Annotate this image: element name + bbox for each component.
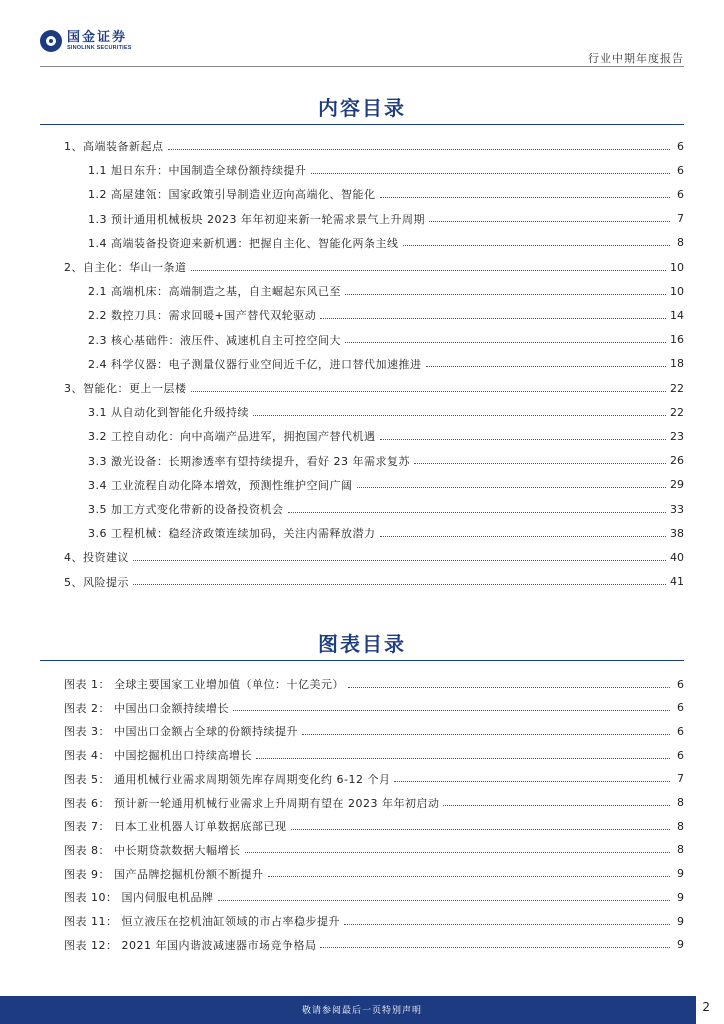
figure-entry[interactable] (64, 888, 684, 906)
contents-title: 内容目录 (318, 96, 406, 120)
toc-entry[interactable] (88, 500, 684, 518)
toc-entry-page: 16 (670, 333, 684, 347)
figure-entry[interactable] (64, 912, 684, 930)
toc-entry-title: 2.4 科学仪器：电子测量仪器行业空间近千亿，进口替代加速推进 (88, 357, 422, 371)
toc-entry-title: 5、风险提示 (64, 575, 129, 589)
toc-entry[interactable] (88, 524, 684, 542)
toc-entry[interactable] (88, 185, 684, 203)
toc-entry[interactable] (88, 210, 684, 228)
toc-entry-page: 23 (670, 429, 684, 443)
leader-dots (253, 415, 666, 416)
figure-entry-page: 6 (677, 724, 684, 738)
leader-dots (348, 687, 670, 688)
toc-entry-title: 3.2 工控自动化：向中高端产品进军，拥抱国产替代机遇 (88, 430, 376, 444)
logo-english-name: SINOLINK SECURITIES (67, 44, 132, 51)
leader-dots (320, 318, 666, 319)
leader-dots (345, 294, 666, 295)
toc-entry-title: 3.6 工程机械：稳经济政策连续加码，关注内需释放潜力 (88, 527, 376, 541)
footer-disclaimer: 敬请参阅最后一页特别声明 (301, 1006, 422, 1016)
figure-entry-page: 8 (677, 819, 684, 833)
figure-entry-title: 图表 7： 日本工业机器人订单数据底部已现 (64, 820, 287, 834)
toc-entry-title: 3.5 加工方式变化带新的设备投资机会 (88, 503, 284, 516)
toc-entry[interactable] (88, 355, 684, 373)
toc-entry[interactable] (88, 306, 684, 324)
toc-entry-title: 3.4 工业流程自动化降本增效，预测性维护空间广阔 (88, 478, 353, 492)
figure-entry[interactable] (64, 865, 684, 883)
figure-entry-title: 图表 5： 通用机械行业需求周期领先库存周期变化约 6-12 个月 (64, 772, 391, 786)
logo-emblem-icon (40, 30, 62, 52)
toc-entry-title: 2.1 高端机床：高端制造之基，自主崛起东风已至 (88, 285, 341, 299)
figure-entry-title: 图表 9： 国产品牌挖掘机份额不断提升 (64, 867, 264, 881)
figure-entry-page: 9 (677, 914, 684, 928)
leader-dots (133, 584, 666, 585)
contents-title-underline (40, 124, 684, 125)
toc-entry-title: 3、智能化：更上一层楼 (64, 382, 187, 395)
leader-dots (168, 149, 671, 150)
figure-entry[interactable] (64, 770, 684, 788)
leader-dots (426, 366, 667, 367)
figure-entry-page: 9 (677, 890, 684, 904)
toc-entry[interactable] (64, 548, 684, 566)
toc-entry-page: 8 (677, 236, 684, 250)
toc-entry[interactable] (64, 137, 684, 155)
leader-dots (403, 245, 671, 246)
figure-entry[interactable] (64, 817, 684, 835)
toc-entry-page: 26 (670, 454, 684, 468)
leader-dots (268, 876, 671, 877)
figure-entry-page: 6 (677, 701, 684, 715)
leader-dots (256, 758, 670, 759)
figure-entry-title: 图表 12： 2021 年国内谐波减速器市场竞争格局 (64, 938, 317, 952)
toc-entry-page: 18 (670, 357, 684, 371)
toc-entry[interactable] (88, 403, 684, 421)
figure-entry-title: 图表 3： 中国出口金额占全球的份额持续提升 (64, 725, 298, 739)
figures-title-underline (40, 660, 684, 661)
toc-entry[interactable] (88, 427, 684, 445)
leader-dots (380, 197, 671, 198)
toc-entry-title: 1.2 高屋建瓴：国家政策引导制造业迈向高端化、智能化 (88, 188, 376, 202)
figure-entry-title: 图表 11： 恒立液压在挖机油缸领域的市占率稳步提升 (64, 915, 340, 928)
page-header (0, 0, 724, 66)
leader-dots (288, 512, 667, 513)
leader-dots (344, 924, 670, 925)
figure-entry[interactable] (64, 746, 684, 764)
leader-dots (320, 947, 670, 948)
leader-dots (443, 805, 670, 806)
toc-entry-title: 3.1 从自动化到智能化升级持续 (88, 406, 249, 420)
leader-dots (218, 900, 671, 901)
toc-entry-title: 2、自主化：华山一条道 (64, 261, 187, 274)
company-logo (40, 30, 132, 52)
leader-dots (133, 560, 666, 561)
toc-entry-page: 10 (670, 260, 684, 274)
figure-entry-page: 7 (677, 772, 684, 786)
leader-dots (233, 710, 670, 711)
figure-entry[interactable] (64, 699, 684, 717)
toc-entry-page: 10 (670, 284, 684, 298)
leader-dots (345, 342, 666, 343)
toc-entry-page: 40 (670, 550, 684, 564)
figure-entry-page: 9 (677, 938, 684, 952)
toc-entry[interactable] (88, 331, 684, 349)
page-number: 2 (702, 1000, 710, 1014)
toc-entry[interactable] (64, 573, 684, 591)
report-type-label: 行业中期年度报告 (588, 52, 684, 65)
toc-entry-title: 1.4 高端装备投资迎来新机遇：把握自主化、智能化两条主线 (88, 236, 399, 250)
toc-entry-title: 2.2 数控刀具：需求回暖+国产替代双轮驱动 (88, 309, 317, 323)
figure-entry-page: 6 (677, 677, 684, 691)
leader-dots (191, 270, 667, 271)
page-number-box (696, 990, 724, 1024)
toc-entry-page: 29 (670, 478, 684, 492)
leader-dots (380, 536, 667, 537)
toc-entry-page: 38 (670, 526, 684, 540)
figure-entry[interactable] (64, 841, 684, 859)
leader-dots (191, 391, 667, 392)
leader-dots (394, 781, 670, 782)
figure-entry[interactable] (64, 936, 684, 954)
figure-entry-title: 图表 6： 预计新一轮通用机械行业需求上升周期有望在 2023 年年初启动 (64, 796, 440, 810)
leader-dots (380, 439, 667, 440)
toc-entry-title: 1.3 预计通用机械板块 2023 年年初迎来新一轮需求景气上升周期 (88, 212, 425, 226)
toc-entry-page: 14 (670, 308, 684, 322)
toc-entry-page: 6 (677, 139, 684, 153)
figure-entry-title: 图表 10： 国内伺服电机品牌 (64, 891, 214, 905)
figure-entry-title: 图表 2： 中国出口金额持续增长 (64, 701, 229, 715)
figures-title: 图表目录 (318, 632, 406, 656)
toc-entry[interactable] (88, 476, 684, 494)
logo-chinese-name: 国金证券 (67, 29, 128, 45)
header-divider (40, 66, 684, 67)
toc-entry-title: 1.1 旭日东升：中国制造全球份额持续提升 (88, 164, 307, 178)
leader-dots (357, 487, 667, 488)
toc-entry[interactable] (88, 452, 684, 470)
toc-entry[interactable] (64, 379, 684, 397)
toc-entry[interactable] (88, 161, 684, 179)
leader-dots (245, 852, 671, 853)
figure-entry-page: 8 (677, 843, 684, 857)
figure-entry-title: 图表 8： 中长期贷款数据大幅增长 (64, 843, 241, 857)
figure-entry-title: 图表 4： 中国挖掘机出口持续高增长 (64, 749, 252, 763)
toc-entry-title: 2.3 核心基础件：液压件、减速机自主可控空间大 (88, 333, 341, 347)
figure-entry[interactable] (64, 675, 684, 693)
figure-entry-page: 8 (677, 796, 684, 809)
figure-entry-page: 9 (677, 867, 684, 881)
toc-entry[interactable] (88, 234, 684, 252)
figure-entry-page: 6 (677, 748, 684, 762)
toc-entry-page: 22 (670, 405, 684, 419)
toc-entry-page: 33 (670, 502, 684, 516)
toc-entry-page: 7 (677, 212, 684, 226)
toc-entry-page: 22 (670, 381, 684, 395)
toc-entry-page: 6 (677, 163, 684, 177)
figure-entry-title: 图表 1： 全球主要国家工业增加值（单位：十亿美元） (64, 678, 344, 691)
toc-entry[interactable] (64, 258, 684, 276)
figure-entry[interactable] (64, 794, 684, 812)
toc-entry-title: 3.3 激光设备：长期渗透率有望持续提升，看好 23 年需求复苏 (88, 454, 410, 468)
leader-dots (291, 829, 671, 830)
toc-entry-title: 1、高端装备新起点 (64, 140, 164, 153)
leader-dots (429, 221, 670, 222)
leader-dots (311, 173, 671, 174)
toc-entry-page: 41 (670, 575, 684, 589)
toc-entry-page: 6 (677, 187, 684, 201)
leader-dots (302, 734, 670, 735)
figure-entry[interactable] (64, 722, 684, 740)
toc-entry-title: 4、投资建议 (64, 551, 129, 565)
toc-entry[interactable] (88, 282, 684, 300)
leader-dots (414, 463, 666, 464)
